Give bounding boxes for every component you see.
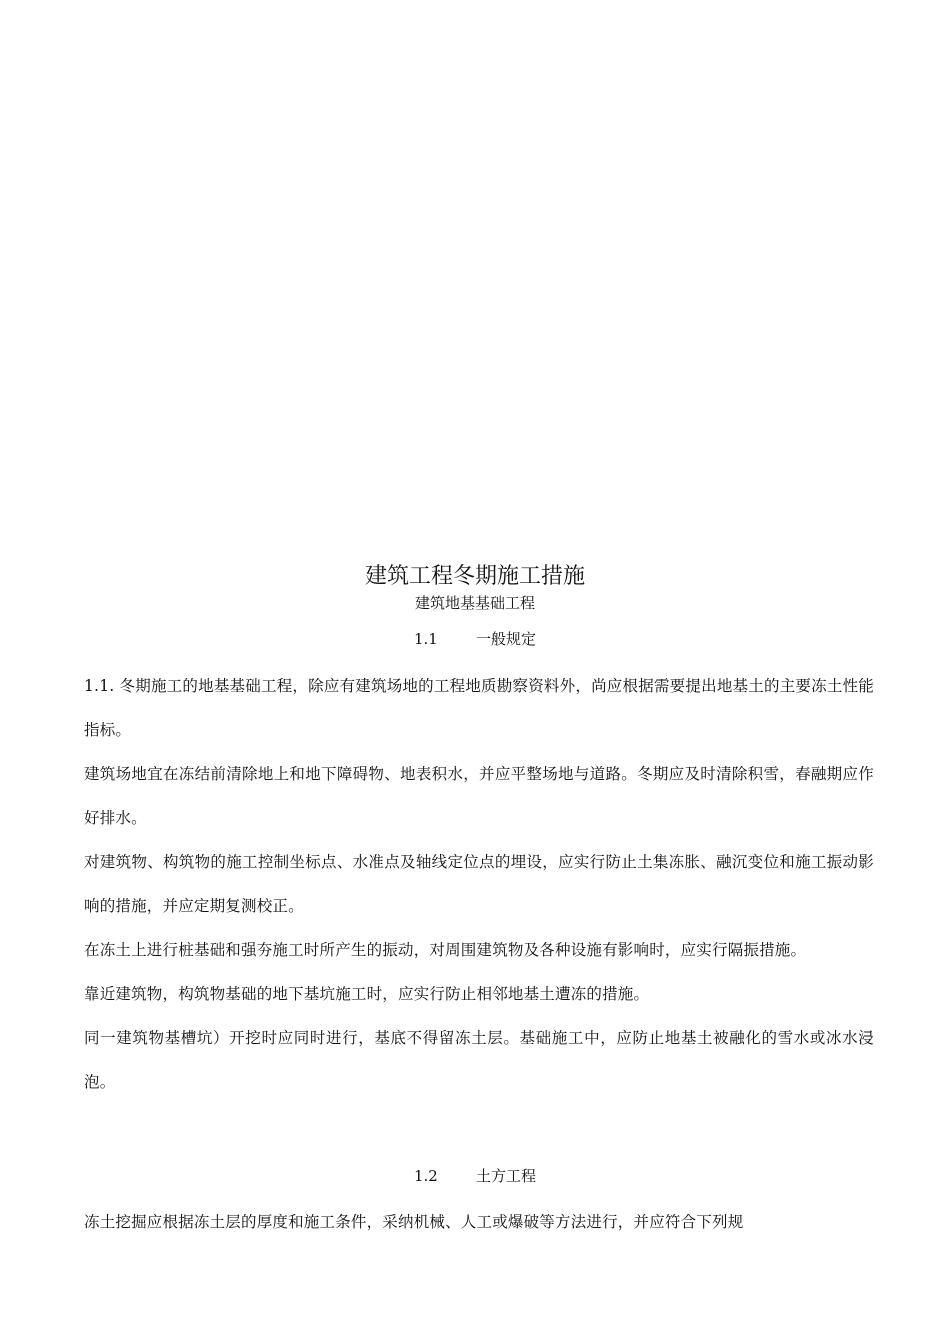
- section-number: 1.2: [413, 1167, 438, 1185]
- section-heading-1-1: [0, 628, 950, 650]
- paragraph: 在冻土上进行桩基础和强夯施工时所产生的振动，对周围建筑物及各种设施有影响时，应实行隔振措施。: [84, 941, 807, 959]
- section-1-2-body: [84, 1200, 874, 1244]
- paragraph: 1.1. 冬期施工的地基基础工程，除应有建筑场地的工程地质勘察资料外，尚应根据需要提出地基土的主要冻土性能指标。: [84, 677, 874, 739]
- section-heading-1-2: [0, 1165, 950, 1187]
- paragraph: 建筑场地宜在冻结前清除地上和地下障碍物、地表积水，并应平整场地与道路。冬期应及时清除积雪，春融期应作好排水。: [84, 765, 874, 827]
- paragraph: 对建筑物、构筑物的施工控制坐标点、水准点及轴线定位点的埋设，应实行防止土集冻胀、融沉变位和施工振动影响的措施，并应定期复测校正。: [84, 853, 874, 915]
- paragraph: 冻土挖掘应根据冻土层的厚度和施工条件，采纳机械、人工或爆破等方法进行，并应符合下列规: [84, 1213, 744, 1231]
- paragraph: 同一建筑物基槽坑）开挖时应同时进行，基底不得留冻土层。基础施工中，应防止地基土被融化的雪水或冰水浸泡。: [84, 1029, 874, 1091]
- paragraph: 靠近建筑物，构筑物基础的地下基坑施工时，应实行防止相邻地基土遭冻的措施。: [84, 985, 650, 1003]
- section-number: 1.1: [413, 630, 438, 648]
- section-1-1-body: [84, 664, 874, 1104]
- section-title: 一般规定: [475, 630, 536, 648]
- section-title: 土方工程: [475, 1167, 536, 1185]
- document-title: 建筑工程冬期施工措施: [364, 564, 585, 589]
- document-subtitle: 建筑地基基础工程: [414, 594, 535, 612]
